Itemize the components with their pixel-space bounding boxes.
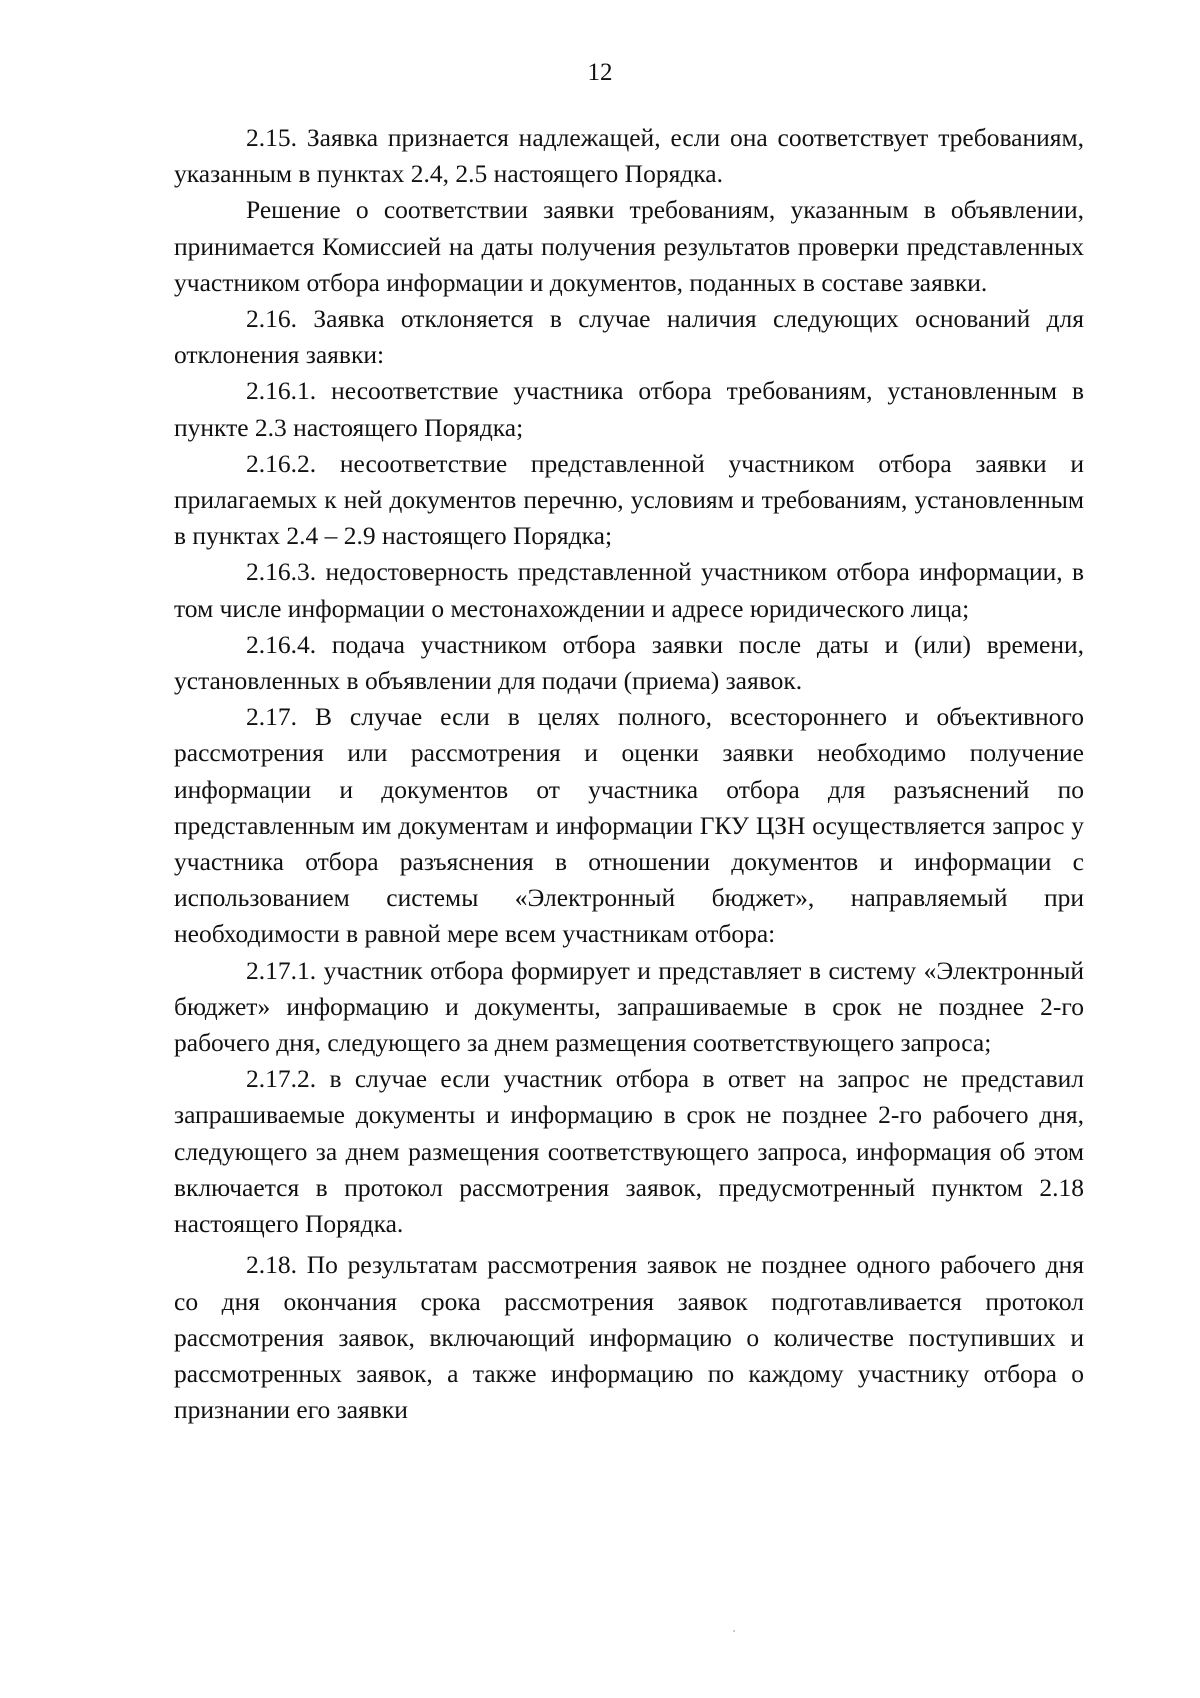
- paragraph-2-16-3: 2.16.3. недостоверность представленной участником отбора информации, в том числе информации о местонахождении и адресе юридического лица;: [174, 557, 1084, 623]
- paragraph-2-16-2: 2.16.2. несоответствие представленной участником отбора заявки и прилагаемых к ней документов перечню, условиям и требованиям, установленным в пунктах 2.4 – 2.9 настоящего Порядка;: [174, 448, 1084, 551]
- paragraph-2-16: 2.16. Заявка отклоняется в случае наличия следующих оснований для отклонения заявки:: [174, 304, 1084, 370]
- paragraph-2-17-1: 2.17.1. участник отбора формирует и представляет в систему «Электронный бюджет» информацию и документы, запрашиваемые в срок не позднее 2-го рабочего дня, следующего за днем размещения соответствующего запроса;: [174, 955, 1084, 1058]
- paragraph-2-17: 2.17. В случае если в целях полного, всестороннего и объективного рассмотрения или рассмотрения и оценки заявки необходимо получение информации и документов от участника отбора для разъяснений по представленным им документам и информации ГКУ ЦЗН осуществляется запрос у участника отбора разъяснения в отношении документов и информации с использованием системы «Электронный бюджет», направляемый при необходимости в равной мере всем участникам отбора:: [174, 702, 1084, 949]
- paragraph-2-16-1: 2.16.1. несоответствие участника отбора требованиям, установленным в пункте 2.3 настоящего Порядка;: [174, 376, 1084, 442]
- document-body: [174, 120, 1084, 1428]
- scan-speck: [733, 1630, 735, 1632]
- paragraph-2-16-4: 2.16.4. подача участником отбора заявки после даты и (или) времени, установленных в объявлении для подачи (приема) заявок.: [174, 629, 1084, 696]
- paragraph-2-18: 2.18. По результатам рассмотрения заявок не позднее одного рабочего дня со дня окончания срока рассмотрения заявок подготавливается протокол рассмотрения заявок, включающий информацию о количестве поступивших и рассмотренных заявок, а также информацию по каждому участнику отбора о признании его заявки: [174, 1250, 1084, 1425]
- paragraph-decision: Решение о соответствии заявки требованиям, указанным в объявлении, принимается Комиссией на даты получения результатов проверки представленных участником отбора информации и документов, поданных в составе заявки.: [174, 195, 1084, 297]
- page-number: 12: [587, 59, 613, 86]
- paragraph-2-17-2: 2.17.2. в случае если участник отбора в ответ на запрос не представил запрашиваемые документы и информацию в срок не позднее 2-го рабочего дня, следующего за днем размещения соответствующего запроса, информация об этом включается в протокол рассмотрения заявок, предусмотренный пунктом 2.18 настоящего Порядка.: [174, 1064, 1084, 1239]
- paragraph-2-15: 2.15. Заявка признается надлежащей, если она соответствует требованиям, указанным в пунктах 2.4, 2.5 настоящего Порядка.: [174, 123, 1084, 189]
